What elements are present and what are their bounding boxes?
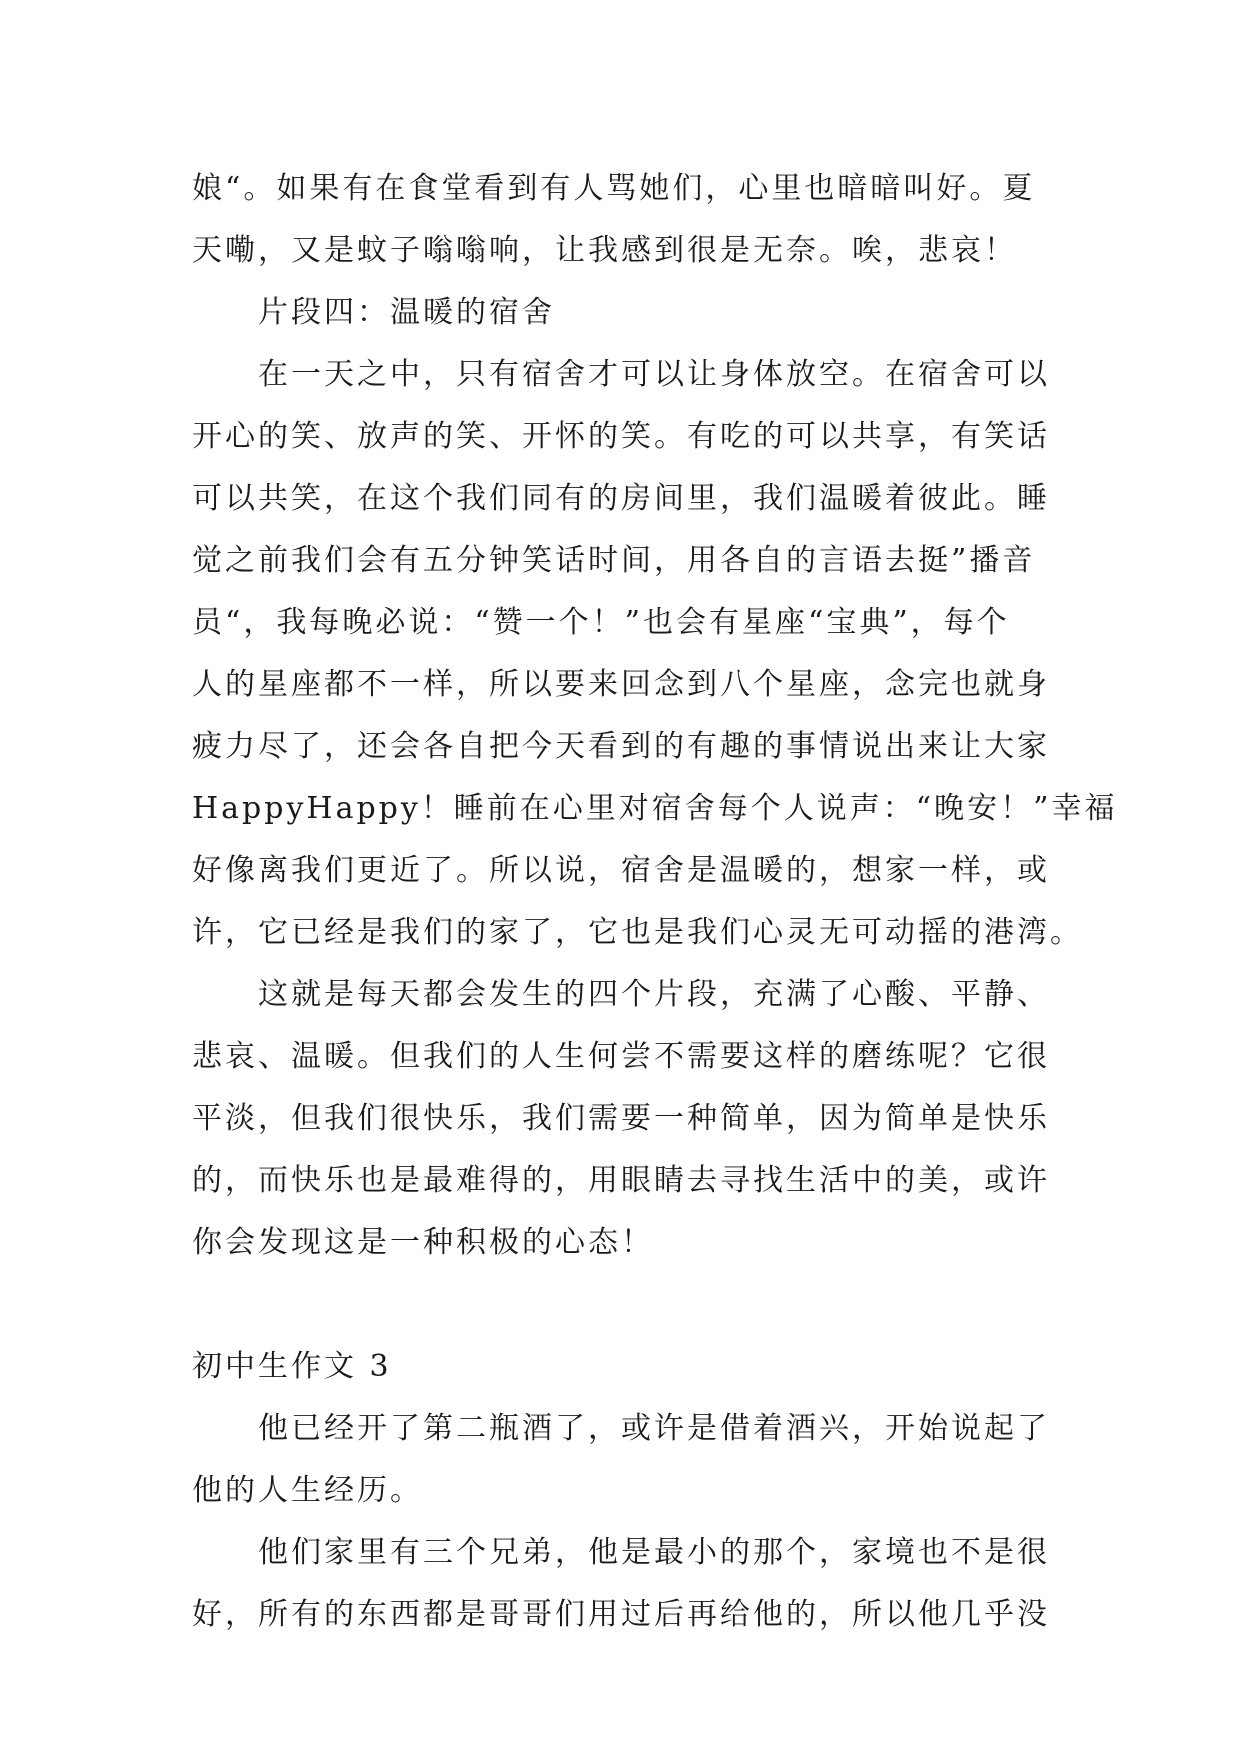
text-line: HappyHappy！睡前在心里对宿舍每个人说声：“晚安！”幸福 [192,791,1118,826]
text-line: 天嘞，又是蚊子嗡嗡响，让我感到很是无奈。唉，悲哀！ [192,233,1017,268]
text-line: 他的人生经历。 [192,1473,423,1508]
text-line: 疲力尽了，还会各自把今天看到的有趣的事情说出来让大家 [192,729,1050,764]
section-heading: 片段四：温暖的宿舍 [258,295,555,330]
text-line: 平淡，但我们很快乐，我们需要一种简单，因为简单是快乐 [192,1101,1050,1136]
text-line: 好像离我们更近了。所以说，宿舍是温暖的，想家一样，或 [192,853,1050,888]
text-line: 许，它已经是我们的家了，它也是我们心灵无可动摇的港湾。 [192,915,1083,950]
text-line: 他们家里有三个兄弟，他是最小的那个，家境也不是很 [258,1535,1050,1570]
text-line: 人的星座都不一样，所以要来回念到八个星座，念完也就身 [192,667,1050,702]
paragraph-gap [192,1274,1072,1336]
text-line: 你会发现这是一种积极的心态！ [192,1225,654,1260]
text-line: 觉之前我们会有五分钟笑话时间，用各自的言语去挺”播音 [192,543,1036,578]
text-line: 员“，我每晚必说：“赞一个！”也会有星座“宝典”，每个 [192,605,1010,640]
text-line: 这就是每天都会发生的四个片段，充满了心酸、平静、 [258,977,1050,1012]
text-line: 开心的笑、放声的笑、开怀的笑。有吃的可以共享，有笑话 [192,419,1050,454]
text-line: 悲哀、温暖。但我们的人生何尝不需要这样的磨练呢？它很 [192,1039,1050,1074]
document-body [192,158,1118,1646]
text-line: 好，所有的东西都是哥哥们用过后再给他的，所以他几乎没 [192,1597,1050,1632]
text-line: 的，而快乐也是最难得的，用眼睛去寻找生活中的美，或许 [192,1163,1050,1198]
text-line: 在一天之中，只有宿舍才可以让身体放空。在宿舍可以 [258,357,1050,392]
text-line: 娘“。如果有在食堂看到有人骂她们，心里也暗暗叫好。夏 [192,171,1036,206]
text-line: 他已经开了第二瓶酒了，或许是借着酒兴，开始说起了 [258,1411,1050,1446]
text-line: 可以共笑，在这个我们同有的房间里，我们温暖着彼此。睡 [192,481,1050,516]
essay-title: 初中生作文 3 [192,1349,392,1384]
